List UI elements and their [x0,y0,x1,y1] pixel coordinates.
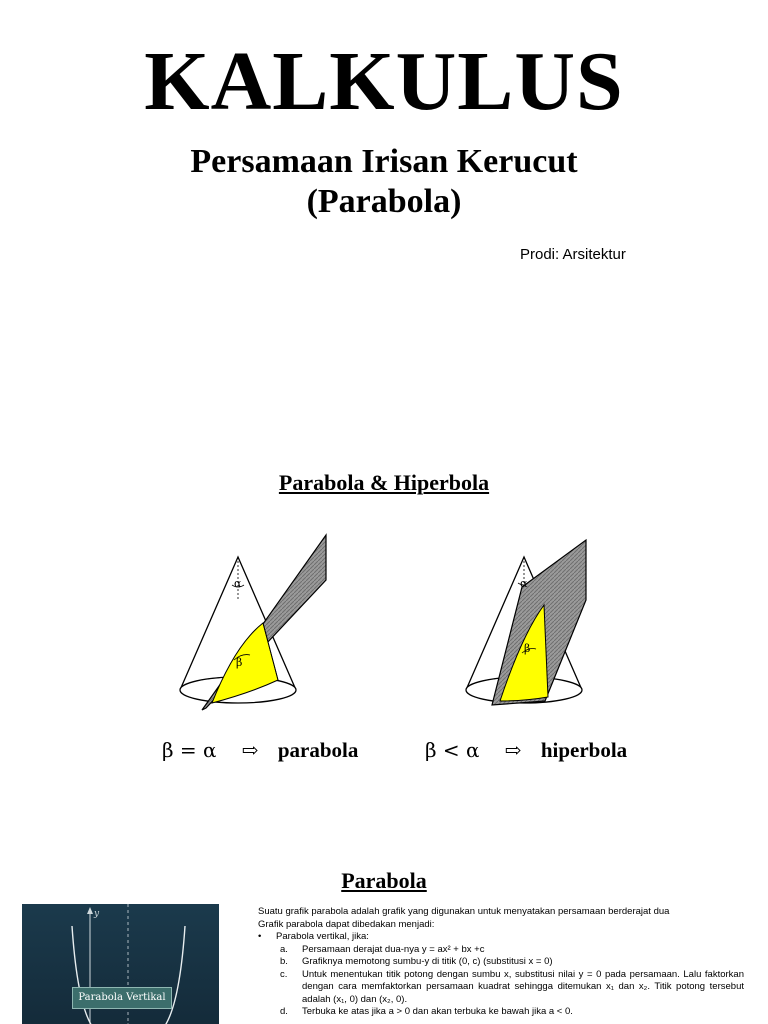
list-item [280,1006,744,1019]
list-marker: c. [280,968,288,980]
parabola-vertical-graph [22,904,219,1024]
beta-label-left: β [236,656,243,669]
bullet-text: Parabola vertikal, jika: [276,931,369,942]
list-marker: d. [280,1006,288,1017]
parabola-description [258,906,744,1019]
condition-right: β < α [425,738,480,762]
subtitle-line-1: Persamaan Irisan Kerucut [190,143,578,180]
cone-hiperbola [466,540,586,705]
section-heading-parabola-hiperbola: Parabola & Hiperbola [278,470,490,495]
intro-text-1: Suatu grafik parabola adalah grafik yang digunakan untuk menyatakan persamaan berderajat dua [258,906,670,917]
intro-text-2: Grafik parabola dapat dibedakan menjadi: [258,918,435,930]
bullet-icon: • [258,931,262,942]
graph-label: Parabola Vertikal [72,987,172,1009]
result-left: parabola [277,738,359,762]
list-text: Persamaan derajat dua-nya y = ax² + bx +c [302,943,485,955]
alpha-label-left: α [234,577,242,590]
cone-parabola [180,535,326,710]
cone-sections-illustration [150,525,620,725]
caption-parabola [162,738,358,763]
list-marker: a. [280,943,288,955]
page-title: KALKULUS [144,35,624,128]
beta-label-right: β [524,642,531,655]
list-item [280,956,744,969]
subtitle [0,142,768,222]
list-marker: b. [280,956,288,967]
subtitle-line-2: (Parabola) [306,183,462,220]
caption-hiperbola [425,738,627,763]
prodi-label: Prodi: Arsitektur [520,246,626,263]
list-text: Untuk menentukan titik potong dengan sumbu x, substitusi nilai y = 0 pada persamaan. Lalu faktorkan dengan cara memfaktorkan persamaan kuadrat sehingga ditemukan x₁ dan x₂. Titik potong tersebut adalah (x₁, 0) dan (x₂, 0). [302,968,744,1005]
arrow-icon: ⇨ [504,738,522,762]
alpha-label-right: α [520,577,528,590]
list-text: Terbuka ke atas jika a > 0 dan akan terbuka ke bawah jika a < 0. [302,1006,573,1017]
y-axis-label: y [94,909,100,919]
result-right: hiperbola [540,738,628,762]
arrow-icon: ⇨ [241,738,259,762]
list-text: Grafiknya memotong sumbu-y di titik (0, c) (substitusi x = 0) [302,956,553,967]
section-heading-parabola: Parabola [341,868,427,893]
condition-left: β = α [162,738,217,762]
bullet-item [258,931,744,944]
list-item [280,969,744,1007]
list-item [280,944,744,957]
